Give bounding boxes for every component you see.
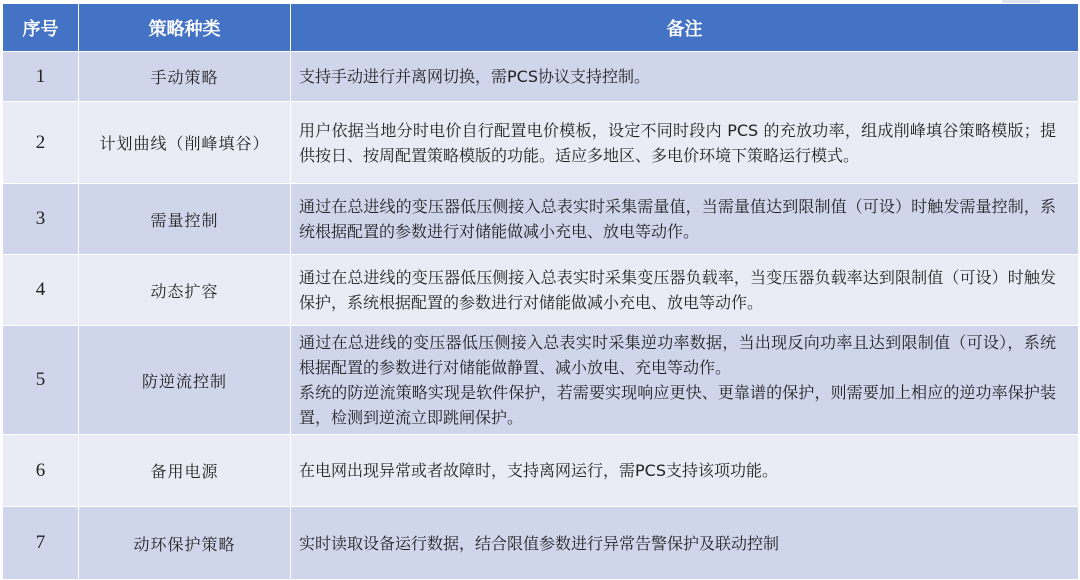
- row-note-text: 实时读取设备运行数据，结合限值参数进行异常告警保护及联动控制: [299, 533, 780, 553]
- row-note: [291, 52, 1079, 102]
- row-index: 2: [3, 102, 79, 184]
- row-note: [291, 255, 1079, 326]
- row-type: 防逆流控制: [79, 326, 291, 435]
- row-note-text: 通过在总进线的变压器低压侧接入总表实时采集变压器负载率，当变压器负载率达到限制值（可设）时触发保护，系统根据配置的参数进行对储能做减小充电、放电等动作。: [299, 268, 1056, 312]
- row-index: 7: [3, 507, 79, 580]
- row-note-text: 通过在总进线的变压器低压侧接入总表实时采集需量值，当需量值达到限制值（可设）时触发需量控制，系统根据配置的参数进行对储能做减小充电、放电等动作。: [299, 197, 1056, 241]
- row-type: 需量控制: [79, 184, 291, 255]
- row-index: 3: [3, 184, 79, 255]
- table-row: [3, 184, 1079, 255]
- row-note-text: 在电网出现异常或者故障时，支持离网运行，需PCS支持该项功能。: [299, 461, 778, 480]
- row-note-text: 通过在总进线的变压器低压侧接入总表实时采集逆功率数据，当出现反向功率且达到限制值（可设），系统根据配置的参数进行对储能做静置、减小放电、充电等动作。: [299, 333, 1056, 377]
- strategy-table: [2, 3, 1079, 580]
- strategy-table-container: [2, 3, 1078, 575]
- table-row: [3, 255, 1079, 326]
- row-note: [291, 435, 1079, 507]
- header-type: 策略种类: [79, 4, 291, 52]
- row-index: 4: [3, 255, 79, 326]
- table-row: [3, 326, 1079, 435]
- row-type: 计划曲线（削峰填谷）: [79, 102, 291, 184]
- row-note-text: 支持手动进行并离网切换，需PCS协议支持控制。: [299, 67, 650, 86]
- header-index: 序号: [3, 4, 79, 52]
- table-row: [3, 435, 1079, 507]
- table-row: [3, 102, 1079, 184]
- row-note-text: 用户依据当地分时电价自行配置电价模板，设定不同时段内 PCS 的充放功率，组成削峰填谷策略模版；提供按日、按周配置策略模版的功能。适应多地区、多电价环境下策略运行模式。: [299, 120, 1056, 165]
- row-note-text: 系统的防逆流策略实现是软件保护，若需要实现响应更快、更靠谱的保护，则需要加上相应的逆功率保护装置，检测到逆流立即跳闸保护。: [299, 383, 1056, 427]
- table-header-row: [3, 4, 1079, 52]
- row-note: [291, 184, 1079, 255]
- row-index: 6: [3, 435, 79, 507]
- table-row: [3, 52, 1079, 102]
- row-index: 1: [3, 52, 79, 102]
- row-type: 动环保护策略: [79, 507, 291, 580]
- row-type: 手动策略: [79, 52, 291, 102]
- row-index: 5: [3, 326, 79, 435]
- row-note: [291, 326, 1079, 435]
- header-note: 备注: [291, 4, 1079, 52]
- table-row: [3, 507, 1079, 580]
- row-note: [291, 507, 1079, 580]
- row-type: 备用电源: [79, 435, 291, 507]
- row-type: 动态扩容: [79, 255, 291, 326]
- row-note: [291, 102, 1079, 184]
